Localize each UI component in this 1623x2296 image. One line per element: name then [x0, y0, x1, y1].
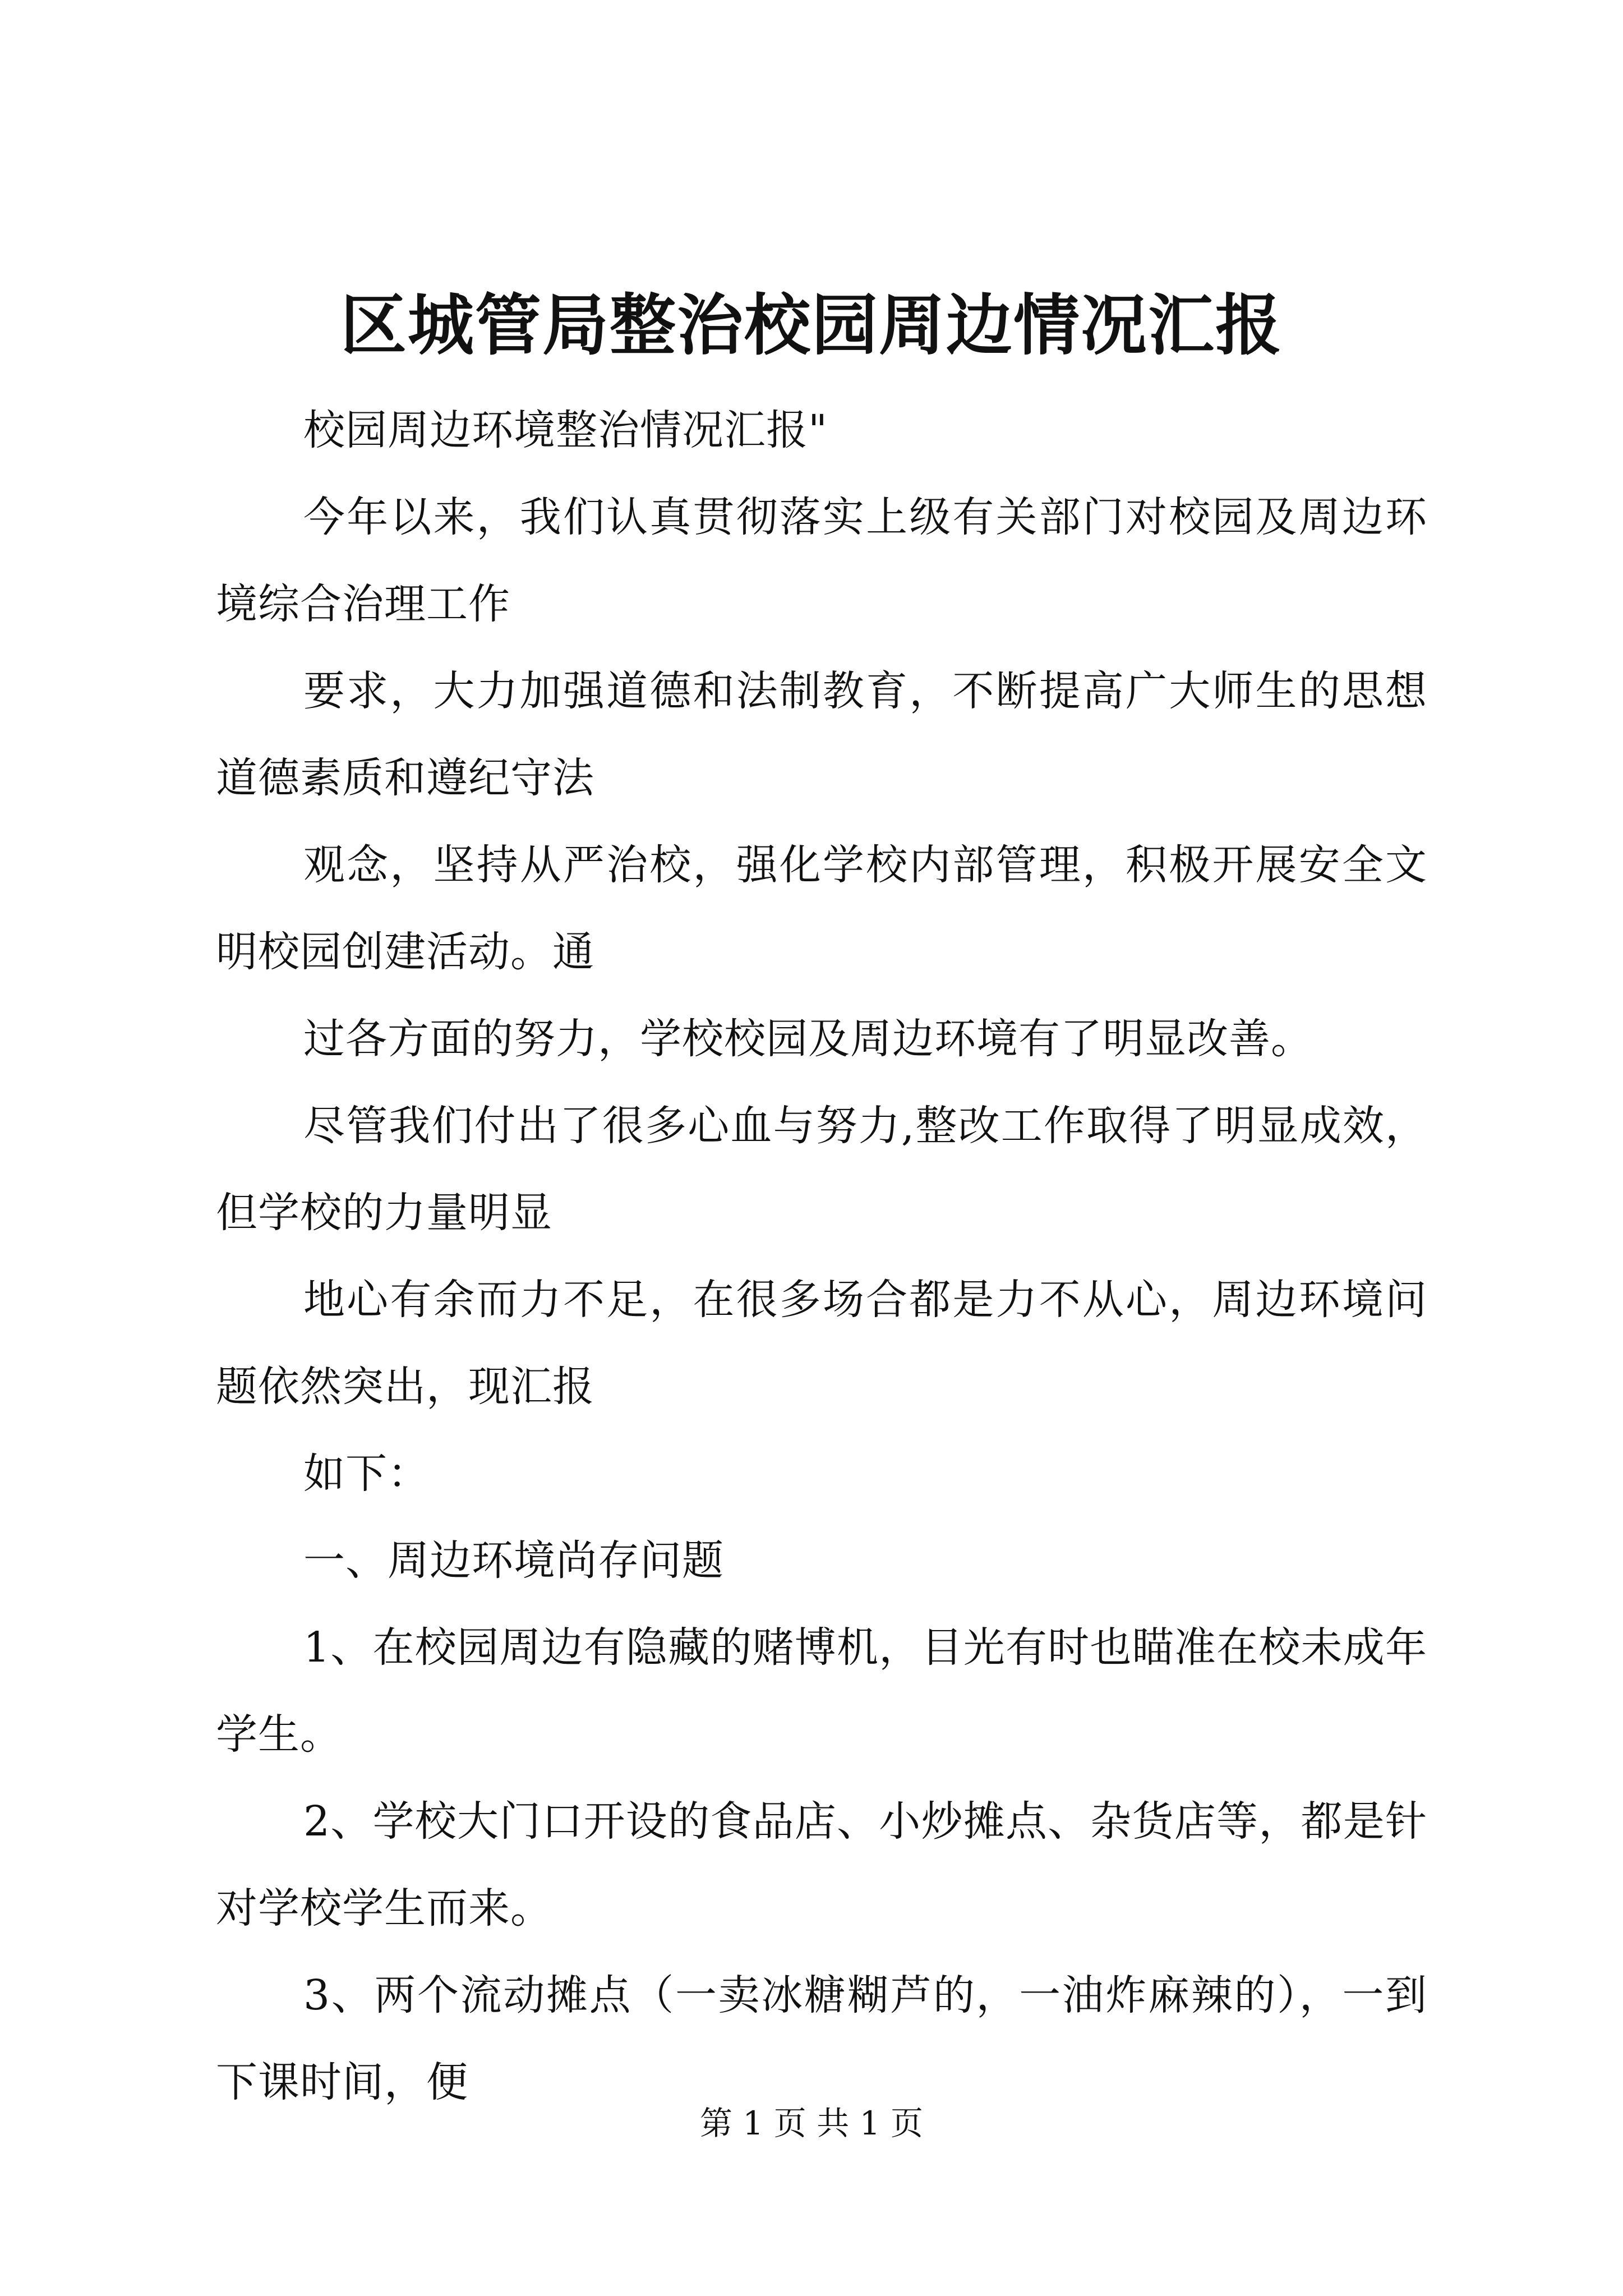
document-body	[216, 387, 1427, 2126]
paragraph: 校园周边环境整治情况汇报"	[303, 406, 828, 454]
list-item: 2、学校大门口开设的食品店、小炒摊点、杂货店等，都是针对学校学生而来。	[216, 1797, 1427, 1932]
document-title: 区城管局整治校园周边情况汇报	[340, 286, 1283, 364]
paragraph: 地心有余而力不足，在很多场合都是力不从心，周边环境问题依然突出，现汇报	[216, 1276, 1427, 1411]
section-heading: 一、周边环境尚存问题	[303, 1536, 724, 1585]
paragraph: 过各方面的努力，学校校园及周边环境有了明显改善。	[303, 1015, 1313, 1063]
list-item: 3、两个流动摊点（一卖冰糖糊芦的，一油炸麻辣的），一到下课时间，便	[216, 1971, 1427, 2106]
paragraph: 今年以来，我们认真贯彻落实上级有关部门对校园及周边环境综合治理工作	[216, 493, 1427, 628]
paragraph: 要求，大力加强道德和法制教育，不断提高广大师生的思想道德素质和遵纪守法	[216, 667, 1427, 802]
paragraph: 尽管我们付出了很多心血与努力,整改工作取得了明显成效，但学校的力量明显	[216, 1102, 1427, 1237]
page-footer: 第 1 页 共 1 页	[700, 2104, 923, 2142]
paragraph: 如下：	[303, 1450, 430, 1498]
list-item: 1、在校园周边有隐藏的赌博机，目光有时也瞄准在校未成年学生。	[216, 1623, 1427, 1759]
paragraph: 观念，坚持从严治校，强化学校内部管理，积极开展安全文明校园创建活动。通	[216, 841, 1427, 976]
